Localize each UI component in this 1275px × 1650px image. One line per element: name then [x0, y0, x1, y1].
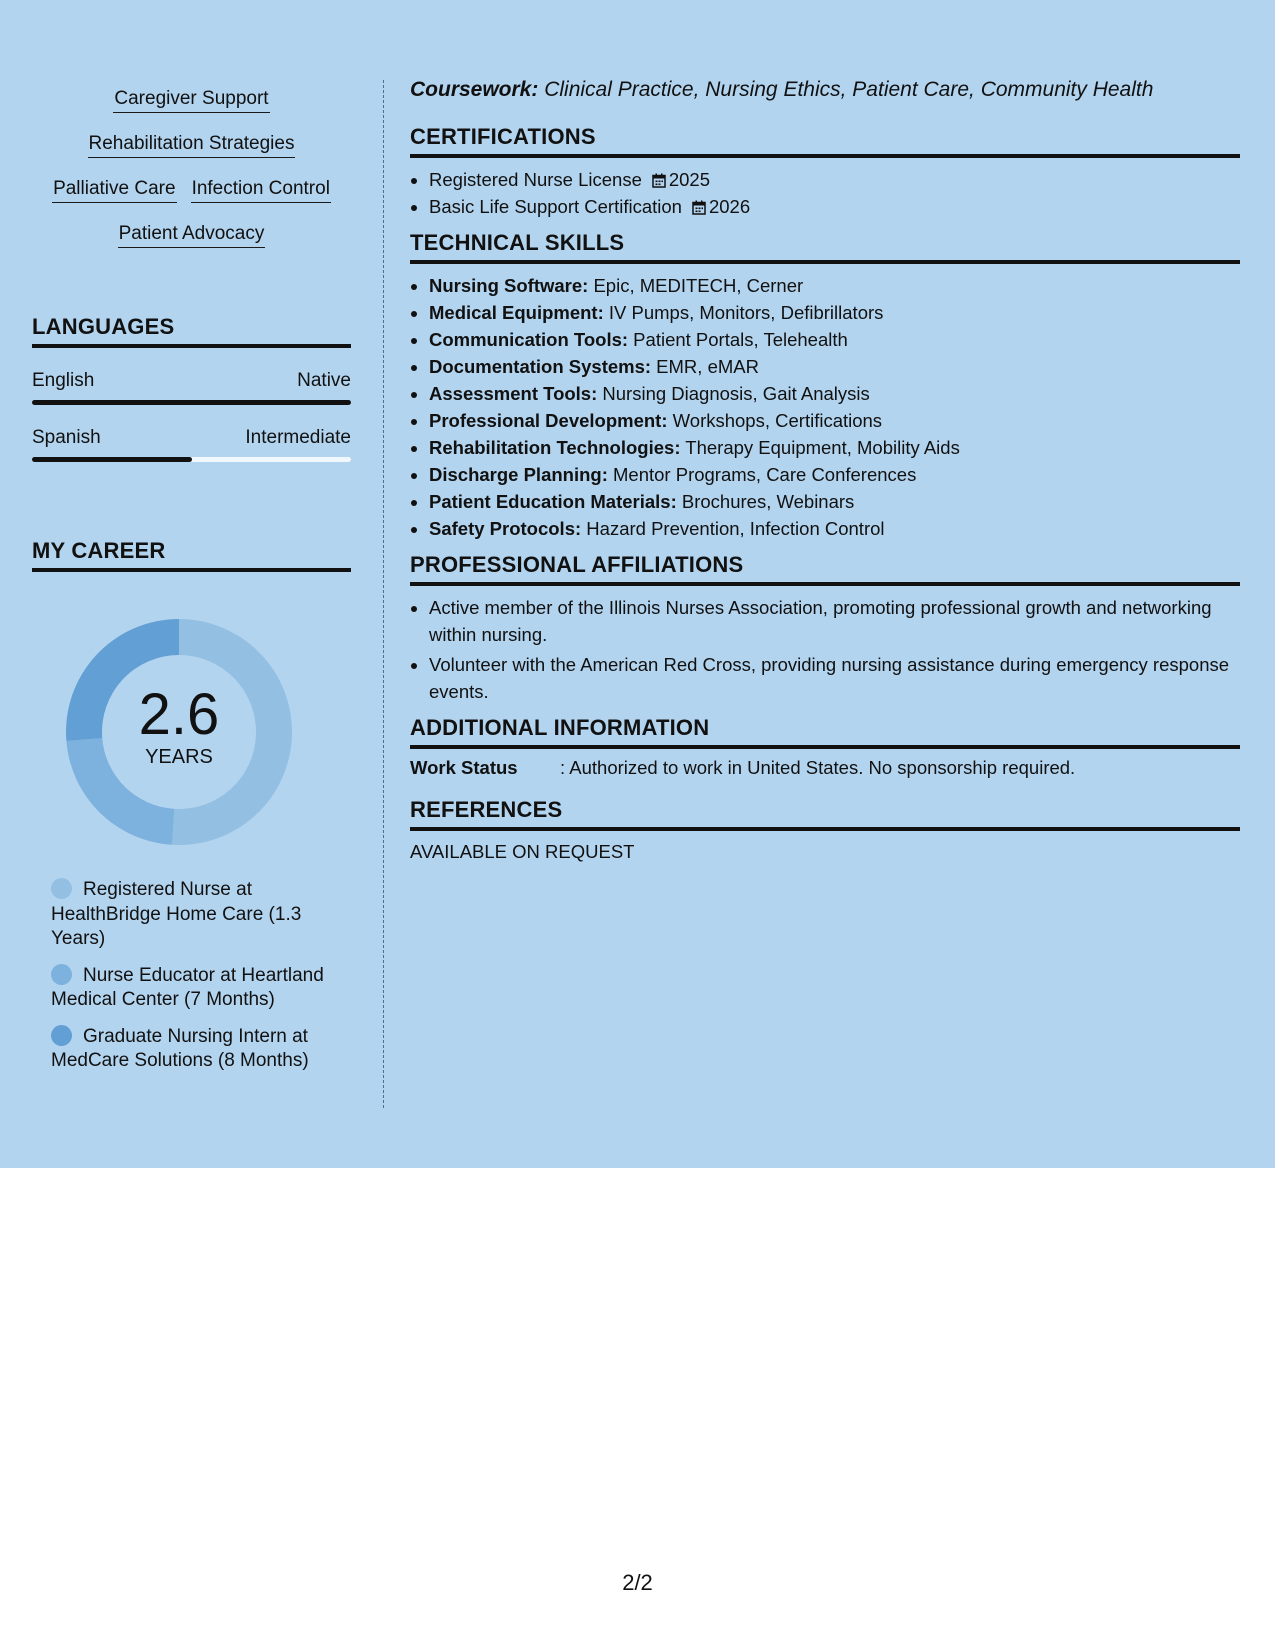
certifications-title: CERTIFICATIONS: [410, 124, 1240, 158]
technical-skill-item: [429, 272, 1240, 299]
language-name: English: [32, 370, 95, 391]
skill-tag: Infection Control: [191, 176, 331, 203]
coursework: [410, 78, 1240, 102]
skill-tag: Caregiver Support: [113, 86, 269, 113]
legend-dot-icon: [51, 1025, 72, 1046]
skill-tags: [32, 84, 351, 264]
technical-skill-value: Workshops, Certifications: [667, 410, 883, 431]
certifications-section: [410, 124, 1240, 220]
additional-info-section: [410, 715, 1240, 779]
career-legend-item: [51, 964, 341, 1013]
technical-skill-value: Mentor Programs, Care Conferences: [607, 464, 917, 485]
career-title: MY CAREER: [32, 538, 351, 572]
coursework-label: Coursework:: [410, 78, 539, 101]
certification-year: 2025: [668, 169, 711, 190]
technical-skill-label: Safety Protocols:: [429, 518, 582, 539]
work-status-value: : Authorized to work in United States. No sponsorship required.: [560, 757, 1076, 778]
career-legend-label: Registered Nurse at HealthBridge Home Care (1.3 Years): [51, 879, 302, 949]
affiliation-item: • Volunteer with the American Red Cross, providing nursing assistance during emergency response events.: [429, 651, 1240, 705]
technical-skills-title: TECHNICAL SKILLS: [410, 230, 1240, 264]
technical-skill-label: Communication Tools:: [429, 329, 629, 350]
references-text: AVAILABLE ON REQUEST: [410, 841, 635, 862]
certification-name: Basic Life Support Certification: [429, 196, 682, 217]
donut-center: [59, 612, 299, 769]
technical-skill-value: Brochures, Webinars: [676, 491, 855, 512]
skill-tag: Patient Advocacy: [118, 221, 266, 248]
references-title: REFERENCES: [410, 797, 1240, 831]
right-column: [410, 78, 1240, 873]
technical-skill-item: [429, 299, 1240, 326]
technical-skill-item: [429, 326, 1240, 353]
language-proficiency-bar: [32, 457, 351, 462]
skill-tag-row: [32, 219, 351, 264]
technical-skill-value: EMR, eMAR: [651, 356, 759, 377]
technical-skill-label: Professional Development:: [429, 410, 668, 431]
technical-skills-list: [410, 272, 1240, 542]
additional-info-title: ADDITIONAL INFORMATION: [410, 715, 1240, 749]
certification-year: 2026: [708, 196, 751, 217]
skill-tag: Palliative Care: [52, 176, 177, 203]
language-proficiency-bar: [32, 400, 351, 405]
technical-skill-item: [429, 380, 1240, 407]
legend-dot-icon: [51, 878, 72, 899]
technical-skill-value: IV Pumps, Monitors, Defibrillators: [603, 302, 884, 323]
career-legend-item: [51, 1025, 341, 1074]
affiliations-list: [410, 594, 1240, 705]
language-level: Native: [297, 370, 351, 391]
technical-skill-item: [429, 461, 1240, 488]
calendar-icon: [652, 173, 666, 188]
skill-tag-row: [32, 174, 351, 219]
languages-list: [32, 370, 351, 462]
certification-item: [429, 193, 1240, 220]
career-legend: [32, 878, 341, 1074]
language-name: Spanish: [32, 427, 101, 448]
technical-skill-label: Patient Education Materials:: [429, 491, 677, 512]
language-proficiency-fill: [32, 457, 192, 462]
certification-name: Registered Nurse License: [429, 169, 642, 190]
languages-title: LANGUAGES: [32, 314, 351, 348]
skill-tag-row: [32, 84, 351, 129]
references-section: [410, 797, 1240, 863]
language-level: Intermediate: [245, 427, 351, 448]
language-row: [32, 370, 351, 392]
technical-skill-value: Patient Portals, Telehealth: [628, 329, 848, 350]
technical-skill-label: Assessment Tools:: [429, 383, 598, 404]
career-legend-item: [51, 878, 341, 952]
career-total-unit: YEARS: [145, 746, 213, 768]
column-divider: [383, 80, 384, 1108]
technical-skill-value: Epic, MEDITECH, Cerner: [588, 275, 804, 296]
legend-dot-icon: [51, 964, 72, 985]
affiliations-title: PROFESSIONAL AFFILIATIONS: [410, 552, 1240, 586]
technical-skill-label: Medical Equipment:: [429, 302, 604, 323]
career-legend-label: Graduate Nursing Intern at MedCare Solutions (8 Months): [51, 1025, 309, 1071]
technical-skill-value: Nursing Diagnosis, Gait Analysis: [597, 383, 870, 404]
skill-tag: Rehabilitation Strategies: [88, 131, 296, 158]
technical-skill-label: Rehabilitation Technologies:: [429, 437, 681, 458]
technical-skill-item: [429, 488, 1240, 515]
technical-skill-item: [429, 353, 1240, 380]
work-status-row: [410, 757, 1240, 779]
technical-skill-value: Therapy Equipment, Mobility Aids: [680, 437, 960, 458]
career-legend-label: Nurse Educator at Heartland Medical Center (7 Months): [51, 964, 324, 1010]
technical-skills-section: [410, 230, 1240, 542]
language-row: [32, 427, 351, 449]
career-donut-chart: [59, 612, 299, 852]
technical-skill-item: [429, 407, 1240, 434]
technical-skill-value: Hazard Prevention, Infection Control: [581, 518, 885, 539]
affiliation-item: • Active member of the Illinois Nurses Association, promoting professional growth and networking within nursing.: [429, 594, 1240, 648]
calendar-icon: [692, 200, 706, 215]
skill-tag-row: [32, 129, 351, 174]
coursework-text: Clinical Practice, Nursing Ethics, Patient Care, Community Health: [538, 78, 1154, 101]
technical-skill-label: Nursing Software:: [429, 275, 589, 296]
work-status-label: Work Status: [410, 757, 518, 778]
technical-skill-label: Discharge Planning:: [429, 464, 608, 485]
technical-skill-item: [429, 515, 1240, 542]
page-number: 2/2: [622, 1570, 653, 1595]
technical-skill-item: [429, 434, 1240, 461]
language-proficiency-fill: [32, 400, 351, 405]
career-total-value: 2.6: [138, 682, 220, 747]
technical-skill-label: Documentation Systems:: [429, 356, 652, 377]
certification-item: [429, 166, 1240, 193]
affiliations-section: [410, 552, 1240, 705]
left-column: [32, 84, 351, 1086]
certifications-list: [410, 166, 1240, 220]
